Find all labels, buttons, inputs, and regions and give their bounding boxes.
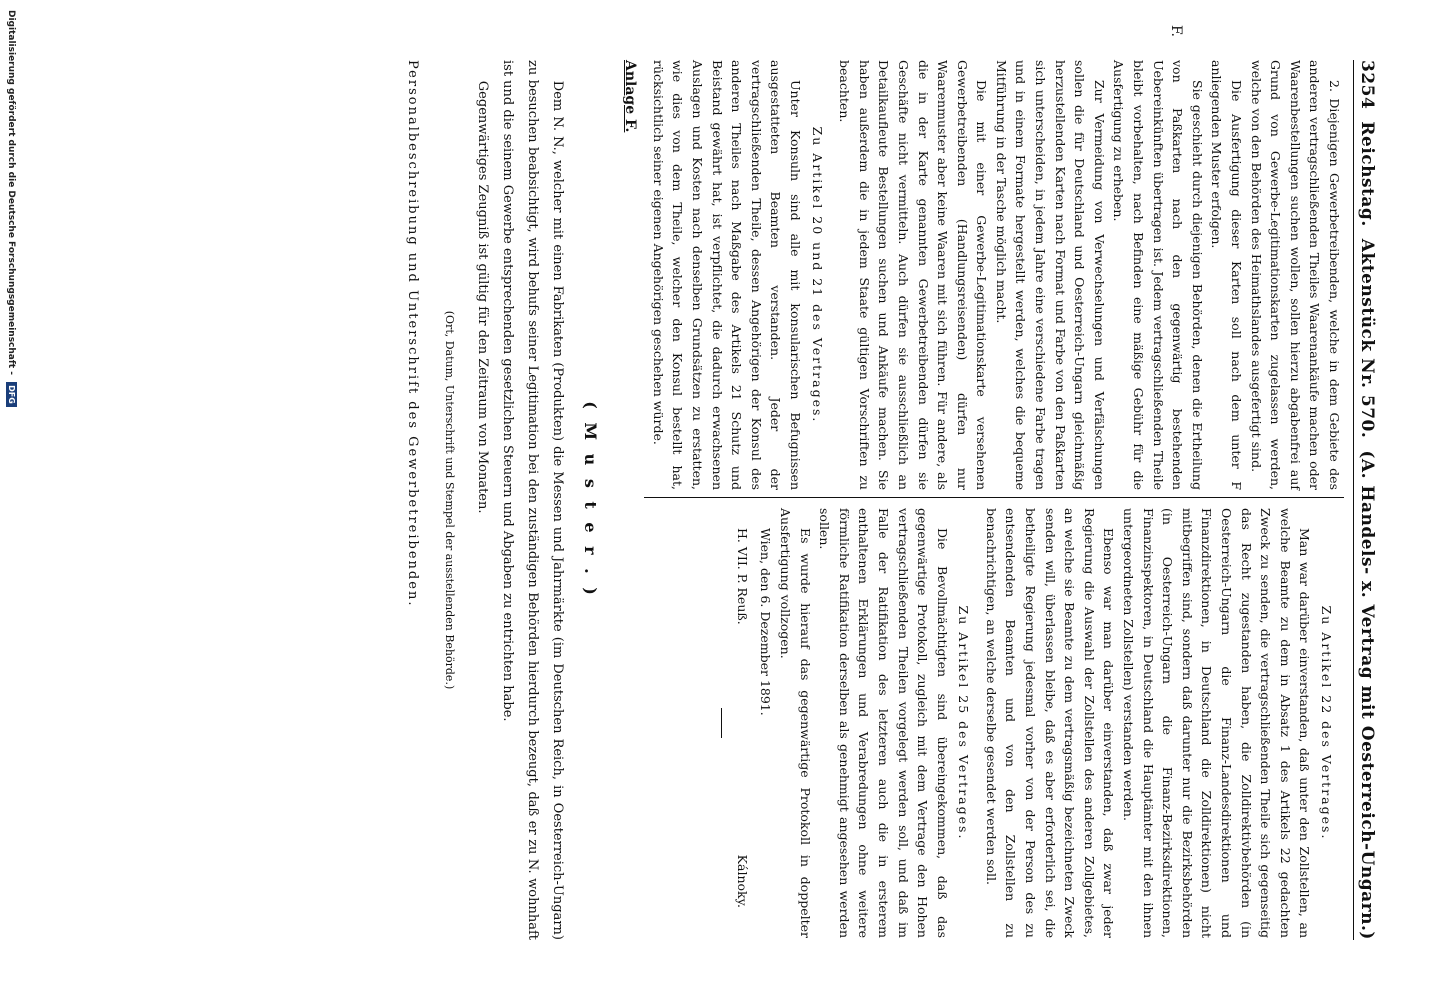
article-heading: Zu Artikel 25 des Vertrages. — [956, 605, 972, 841]
muster-heading: ( M u s t e r . ) — [581, 401, 600, 599]
annex-person: Personalbeschreibung und Unterschrift des Gewerbetreibenden. — [405, 60, 420, 608]
digitization-credit — [6, 10, 17, 407]
paragraph: Die mit einer Gewerbe-Legitimationskarte versehenen Gewerbetreibenden (Handlungsreisenden) dürfen nur Waarenmuster aber keine Waaren mit sich führen. Für andere, als die in der Karte genannten Gewerbetreibenden dürfen sie Geschäfte nicht vermitteln. Auch dürfen sie ausschließlich an Detailkaufleute Bestellungen suchen und Ankäufe machen. Sie haben außerdem die in jedem Staate gültigen Vorschriften zu beachten. — [837, 60, 990, 490]
annex-validity: Gegenwärtiges Zeugniß ist gültig für den Zeitraum von Monaten. — [475, 80, 490, 514]
annex-note: (Ort, Datum, Unterschrift und Stempel der ausstellenden Behörde.) — [443, 310, 456, 690]
annex-f — [400, 60, 642, 940]
signatures — [732, 508, 752, 938]
header-middle: Aktenstück Nr. 570. — [1357, 238, 1377, 439]
margin-mark: F. — [1168, 25, 1184, 37]
paragraph: 2. Diejenigen Gewerbetreibenden, welche in dem Gebiete des anderen vertragschließenden Theiles Waarenankäufe machen oder Waarenbestellungen suchen wollen, sollen hierzu abgabenfrei auf Grund von Gewerbe-Legitimationskarten zugelassen werden, welche von den Behörden des Heimathslandes ausgefertigt sind. — [1248, 60, 1342, 490]
right-column — [721, 508, 1344, 938]
left-column — [648, 60, 1344, 490]
paragraph: Unter Konsuln sind alle mit konsularischen Befugnissen ausgestatteten Beamten verstanden. Jeder der vertragschließenden Theile, dessen Angehörigen der Konsul des anderen Theiles nach Maßgabe des Artikels 21 Schutz und Beistand gewährt hat, ist verpflichtet, die dadurch erwachsenen Auslagen und Kosten nach denselben Grundsätzen zu erstatten, wie dies von dem Theile, welcher den Konsul bestellt hat, rücksichtlich seiner eigenen Angehörigen geschehen würde. — [650, 60, 803, 490]
credit-text: Digitalisierung gefördert durch die Deutsche Forschungsgemeinschaft - — [6, 10, 16, 375]
annex-title: Anlage F. — [622, 60, 638, 133]
column-divider — [644, 497, 1344, 498]
paragraph: Zur Vermeidung von Verwechselungen und Verfälschungen sollen die für Deutschland und Oesterreich-Ungarn gleichmäßig herzustellenden Karten nach Format und Farbe von den Paßkarten sich unterscheiden, in jedem Jahre eine verschiedene Farbe tragen und in einem Formate hergestellt werden, welches die bequeme Mitführung in der Tasche möglich macht. — [993, 60, 1107, 490]
annex-body: Dem N. N., welcher mit einen Fabrikaten (Produkten) die Messen und Jahrmärkte (im Deutschen Reich, in Oesterreich-Ungarn) zu besuchen beabsichtigt, wird behufs seiner Legitimation bei den zuständigen Behörden hierdurch bezeugt, daß er zu N. wohnhaft ist und die seinem Gewerbe entsprechenden gesetzlichen Steuern und Abgaben zu entrichten habe. — [500, 60, 565, 940]
signature-right: Kálnoky. — [734, 854, 750, 908]
paragraph: Ebenso war man darüber einverstanden, daß zwar jeder Regierung die Auswahl der Zollstellen des anderen Zollgebietes, an welche sie Beamte zu dem vertragsmäßig bezeichneten Zweck senden will, überlassen bleibe, daß es aber erforderlich sei, die betheiligte Regierung jedesmal vorher von der Person des zu entsendenden Beamten und von den Zollstellen zu benachrichtigen, an welche derselbe gesendet werden soll. — [983, 508, 1117, 938]
end-rule — [721, 708, 722, 738]
page-header — [1353, 60, 1377, 940]
header-left: Reichstag. — [1357, 121, 1377, 227]
signature-left: H. VII. P. Reuß. — [734, 528, 750, 625]
header-right: (A. Handels- x. Vertrag mit Oesterreich-Ungarn.) — [1357, 450, 1377, 940]
dfg-logo: DFG — [6, 382, 17, 407]
paragraph: Die Bevollmächtigten sind übereingekommen, daß das gegenwärtige Protokoll, zugleich mit dem Vertrage den Hohen vertragschließenden Theilen vorgelegt werden soll, und daß im Falle der Ratifikation des letzteren auch die in ersterem enthaltenen Erklärungen und Verabredungen ohne weitere förmliche Ratifikation derselben als genehmigt angesehen werden sollen. — [817, 508, 950, 938]
paragraph: Es wurde hierauf das gegenwärtige Protokoll in doppelter Ausfertigung vollzogen. — [777, 508, 813, 938]
page-number: 3254 — [1357, 60, 1377, 110]
paragraph: Sie geschieht durch diejenigen Behörden, denen die Ertheilung von Paßkarten nach den gegenwärtig bestehenden Uebereinkünften übertragen ist. Jedem vertragschließenden Theile bleibt vorbehalten, nach Befinden eine mäßige Gebühr für die Ausfertigung zu erheben. — [1111, 60, 1205, 490]
paragraph: Die Ausfertigung dieser Karten soll nach dem unter F anliegenden Muster erfolgen. — [1209, 60, 1245, 490]
date-line: Wien, den 6. Dezember 1891. — [758, 528, 774, 716]
article-heading: Zu Artikel 20 und 21 des Vertrages. — [809, 126, 825, 424]
paragraph: Man war darüber einverstanden, daß unter den Zollstellen, an welche Beamte zu dem in Absatz 1 des Artikels 22 gedachten Zweck zu senden, die vertragschließenden Theile sich gegenseitig das Recht zugestanden haben, die Zolldirektivbehörden (in Oesterreich-Ungarn die Finanz-Landesdirektionen und Finanzdirektionen, in Deutschland die Zolldirektionen) nicht mitbegriffen sind, sondern daß darunter nur die Bezirksbehörden (in Oesterreich-Ungarn die Finanz-Bezirksdirektionen, Finanzinspektoren, in Deutschland die Hauptämter mit den ihnen untergeordneten Zollstellen) verstanden werden. — [1121, 508, 1313, 938]
article-heading: Zu Artikel 22 des Vertrages. — [1319, 605, 1334, 841]
